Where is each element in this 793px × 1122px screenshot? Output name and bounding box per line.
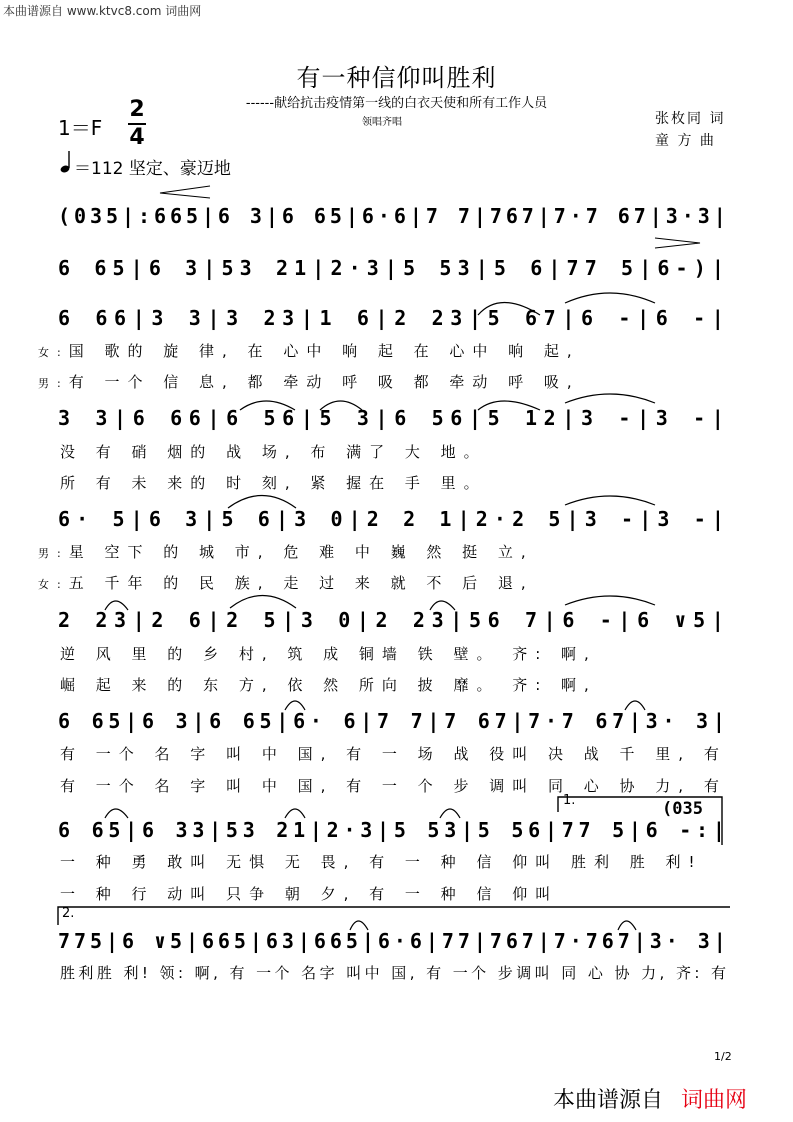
notation-row-5: 6· 5|6 3|5 6|3 0|2 2 1|2·2 5|3 -|3 -| — [58, 507, 731, 531]
slur — [625, 701, 645, 710]
watermark-bottom-left: 本曲谱源自 — [553, 1088, 664, 1113]
slur — [240, 401, 295, 410]
voice-tag: 女: — [38, 578, 69, 591]
lyric-text: 星 空下 的 城 市, 危 难 中 巍 然 挺 立, — [68, 543, 534, 561]
lyric-text: 五 千年 的 民 族, 走 过 来 就 不 后 退, — [68, 574, 534, 592]
time-signature-top: 2 — [129, 97, 145, 122]
slur — [478, 303, 540, 316]
composer-credit: 童 方 曲 — [655, 133, 716, 149]
slur — [430, 601, 455, 610]
tempo-expression: 坚定、豪迈地 — [128, 159, 231, 179]
volta-1-pickup: (035 — [662, 799, 703, 819]
slur — [105, 809, 128, 818]
notation-row-9: 775|6 ∨5|665|63|665|6·6|77|767|7·767|3· 3| — [58, 929, 730, 953]
slur — [478, 401, 540, 410]
slur — [565, 496, 655, 505]
voice-tag: 女: — [38, 346, 69, 359]
page-number: 1/2 — [714, 1050, 732, 1063]
slur — [618, 921, 636, 930]
lyric-text: 没 有 硝 烟的 战 场, 布 满了 大 地。 — [60, 443, 487, 461]
score-title: 有一种信仰叫胜利 — [296, 64, 497, 92]
time-signature-bottom: 4 — [129, 125, 145, 150]
watermark-top: 本曲谱源自 www.ktvc8.com 词曲网 — [3, 4, 202, 18]
singing-form: 领唱齐唱 — [362, 117, 402, 128]
slur — [440, 809, 460, 818]
slur — [565, 596, 655, 605]
notation-row-3: 6 66|3 3|3 23|1 6|2 23|5 67|6 -|6 -| — [58, 306, 731, 330]
slur — [565, 293, 655, 303]
lyricist-credit: 张枚同 词 — [655, 111, 726, 127]
notation-row-8: 6 65|6 33|53 21|2·3|5 53|5 56|77 5|6 -:| — [58, 818, 730, 842]
lyric-text: 国 歌的 旋 律, 在 心中 响 起 在 心中 响 起, — [68, 342, 580, 360]
score-subtitle: ------献给抗击疫情第一线的白衣天使和所有工作人员 — [245, 96, 548, 111]
volta-2-label: 2. — [62, 906, 75, 921]
volta-1-bracket — [558, 797, 722, 845]
lyric-text: 有 一个 信 息, 都 牵动 呼 吸 都 牵动 呼 吸, — [68, 373, 580, 391]
lyric-text: 有 一个 名 字 叫 中 国, 有 一 个 步 调叫 同 心 协 力, 有 — [60, 777, 727, 795]
slur — [350, 921, 368, 930]
volta-1-label: 1. — [563, 793, 576, 808]
voice-tag: 男: — [38, 547, 69, 560]
slur — [565, 394, 655, 403]
notation-row-6: 2 23|2 6|2 5|3 0|2 23|56 7|6 -|6 ∨5| — [58, 608, 731, 632]
decrescendo-mark — [655, 238, 700, 248]
slur — [320, 401, 362, 410]
lyric-text: 一 种 勇 敢叫 无惧 无 畏, 有 一 种 信 仰叫 胜利 胜 利! — [60, 853, 703, 871]
lyric-text: 逆 风 里 的 乡 村, 筑 成 铜墙 铁 壁。 齐: 啊, — [60, 645, 597, 663]
lyric-text: 一 种 行 动叫 只争 朝 夕, 有 一 种 信 仰叫 — [60, 885, 559, 903]
notation-row-4: 3 3|6 66|6 56|5 3|6 56|5 12|3 -|3 -| — [58, 406, 731, 430]
voice-tag: 男: — [38, 377, 69, 390]
key-signature: 1＝F — [58, 116, 103, 140]
slur — [230, 596, 296, 609]
slur — [285, 809, 305, 818]
lyric-text: 崛 起 来 的 东 方, 依 然 所向 披 靡。 齐: 啊, — [60, 676, 597, 694]
lyric-text: 所 有 未 来的 时 刻, 紧 握在 手 里。 — [60, 474, 487, 492]
slur — [228, 496, 296, 509]
notation-row-2: 6 65|6 3|53 21|2·3|5 53|5 6|77 5|6-)| — [58, 256, 731, 280]
slur — [285, 701, 305, 710]
tempo-value: ＝112 — [74, 159, 124, 179]
notation-row-1: (035|:665|6 3|6 65|6·6|7 7|767|7·7 67|3·3| — [58, 204, 730, 228]
watermark-bottom-right: 词曲网 — [681, 1088, 748, 1113]
notation-row-7: 6 65|6 3|6 65|6· 6|7 7|7 67|7·7 67|3· 3| — [58, 709, 730, 733]
crescendo-mark — [160, 186, 210, 198]
lyric-text: 胜利胜 利! 领: 啊, 有 一个 名字 叫中 国, 有 一个 步调叫 同 心 协 力, 齐: 有 — [60, 964, 730, 982]
lyric-text: 有 一个 名 字 叫 中 国, 有 一 场 战 役叫 决 战 千 里, 有 — [60, 745, 727, 763]
slur — [105, 601, 128, 610]
